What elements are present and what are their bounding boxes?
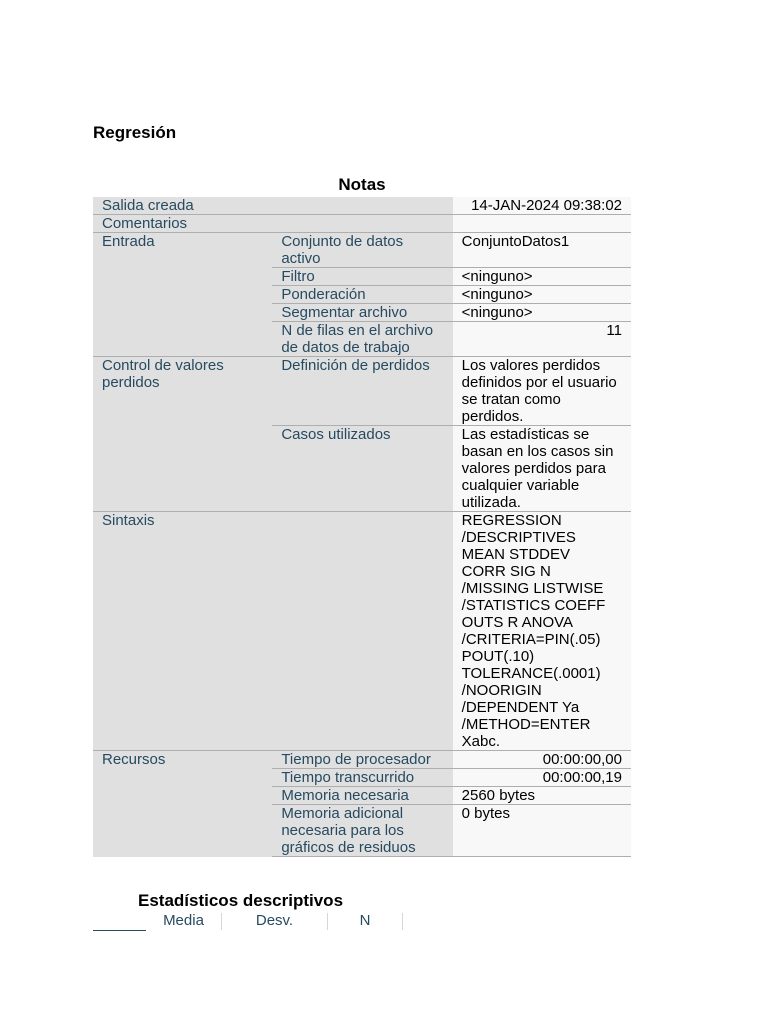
section-title: Regresión [93,123,177,142]
row-control-perdidos [93,357,631,426]
tiempo-transcurrido-label: Tiempo transcurrido [272,769,452,787]
definicion-perdidos-value: Los valores perdidos definidos por el usuario se tratan como perdidos. [453,357,631,426]
casos-utilizados-value: Las estadísticas se basan en los casos sin valores perdidos para cualquier variable utilizada. [453,426,631,512]
syntax-line: TOLERANCE(.0001) [461,665,601,682]
row-entrada [93,233,631,268]
recursos-label: Recursos [93,751,272,857]
syntax-line: /DESCRIPTIVES [461,529,576,546]
syntax-line: REGRESSION [461,512,562,529]
syntax-line: /METHOD=ENTER [461,716,591,733]
entrada-conjunto-label: Conjunto de datos activo [272,233,452,268]
row-salida-creada [93,197,631,215]
sintaxis-value [453,512,631,751]
row-sintaxis [93,512,631,751]
control-perdidos-label: Control de valores perdidos [93,357,272,512]
entrada-filtro-label: Filtro [272,268,452,286]
column-divider [402,913,403,930]
entrada-nfilas-label: N de filas en el archivo de datos de trabajo [272,322,452,357]
syntax-line: /STATISTICS COEFF [461,597,606,614]
syntax-line: /CRITERIA=PIN(.05) [461,631,601,648]
salida-creada-label: Salida creada [93,197,453,215]
tiempo-procesador-value: 00:00:00,00 [453,751,631,769]
column-header-desv: Desv. [255,912,294,929]
casos-utilizados-label: Casos utilizados [272,426,452,512]
entrada-segmentar-value: <ninguno> [453,304,631,322]
entrada-ponderacion-value: <ninguno> [453,286,631,304]
syntax-line: POUT(.10) [461,648,535,665]
descriptivos-title: Estadísticos descriptivos [138,891,344,910]
syntax-line: /NOORIGIN [461,682,542,699]
row-recursos [93,751,631,769]
comentarios-value [453,215,631,233]
notes-table [93,197,631,857]
entrada-ponderacion-label: Ponderación [272,286,452,304]
syntax-line: OUTS R ANOVA [461,614,574,631]
syntax-line: /DEPENDENT Ya [461,699,580,716]
descriptivos-stub-line [93,930,146,931]
definicion-perdidos-label: Definición de perdidos [272,357,452,426]
comentarios-label: Comentarios [93,215,453,233]
syntax-line: /MISSING LISTWISE [461,580,604,597]
tiempo-transcurrido-value: 00:00:00,19 [453,769,631,787]
entrada-filtro-value: <ninguno> [453,268,631,286]
column-header-n: N [359,912,371,929]
syntax-line: Xabc. [461,733,501,750]
memoria-adicional-label: Memoria adicional necesaria para los gráficos de residuos [272,805,452,857]
memoria-necesaria-label: Memoria necesaria [272,787,452,805]
row-comentarios [93,215,631,233]
entrada-nfilas-value: 11 [453,322,631,357]
notes-table-title: Notas [338,175,386,194]
entrada-segmentar-label: Segmentar archivo [272,304,452,322]
sintaxis-label: Sintaxis [93,512,453,751]
syntax-line: CORR SIG N [461,563,551,580]
entrada-conjunto-value: ConjuntoDatos1 [453,233,631,268]
tiempo-procesador-label: Tiempo de procesador [272,751,452,769]
memoria-necesaria-value: 2560 bytes [453,787,631,805]
memoria-adicional-value: 0 bytes [453,805,631,857]
syntax-line: MEAN STDDEV [461,546,571,563]
column-header-media: Media [163,912,204,929]
entrada-label: Entrada [93,233,272,357]
salida-creada-value: 14-JAN-2024 09:38:02 [453,197,631,215]
